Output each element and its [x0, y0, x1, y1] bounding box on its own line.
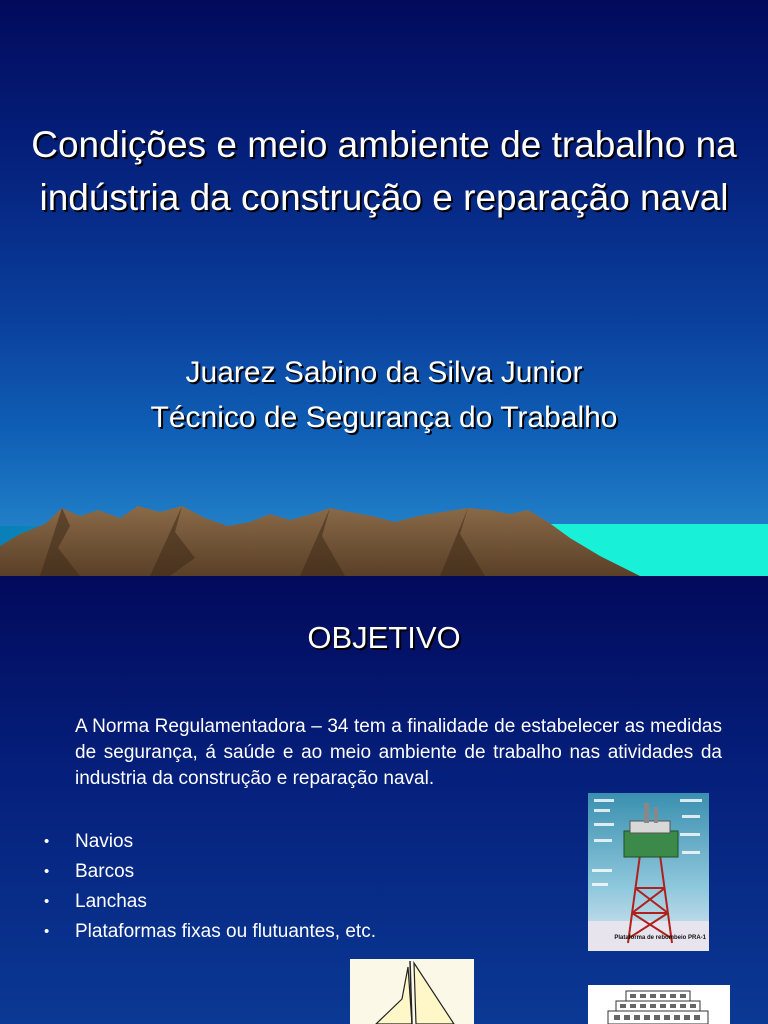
- slide-title: Condições e meio ambiente de trabalho na indústria da construção e reparação naval: [31, 124, 737, 218]
- objective-slide: [0, 576, 768, 1024]
- list-item: • Navios: [44, 827, 376, 857]
- list-item: • Barcos: [44, 857, 376, 887]
- list-item: • Plataformas fixas ou flutuantes, etc.: [44, 917, 376, 947]
- list-item: • Lanchas: [44, 887, 376, 917]
- vessel-list: [44, 827, 376, 947]
- author-role: Técnico de Segurança do Trabalho: [150, 401, 618, 434]
- platform-image: [588, 793, 709, 951]
- bullet-icon: •: [44, 833, 50, 850]
- ship-drawing-image: [588, 985, 730, 1024]
- slide-subtitle: [60, 350, 708, 440]
- bullet-icon: •: [44, 923, 50, 940]
- slide-title: OBJETIVO: [307, 620, 461, 655]
- platform-caption: Plataforma de rebombeio PRA-1: [614, 935, 706, 941]
- objective-paragraph: A Norma Regulamentadora – 34 tem a finalidade de estabelecer as medidas de segurança, á saúde e ao meio ambiente de trabalho nas atividades da industria da construção e reparação naval.: [75, 716, 722, 789]
- bullet-icon: •: [44, 863, 50, 880]
- sailboat-image: [350, 959, 474, 1024]
- mountain-landscape: [0, 496, 768, 576]
- bullet-icon: •: [44, 893, 50, 910]
- author-name: Juarez Sabino da Silva Junior: [185, 356, 583, 389]
